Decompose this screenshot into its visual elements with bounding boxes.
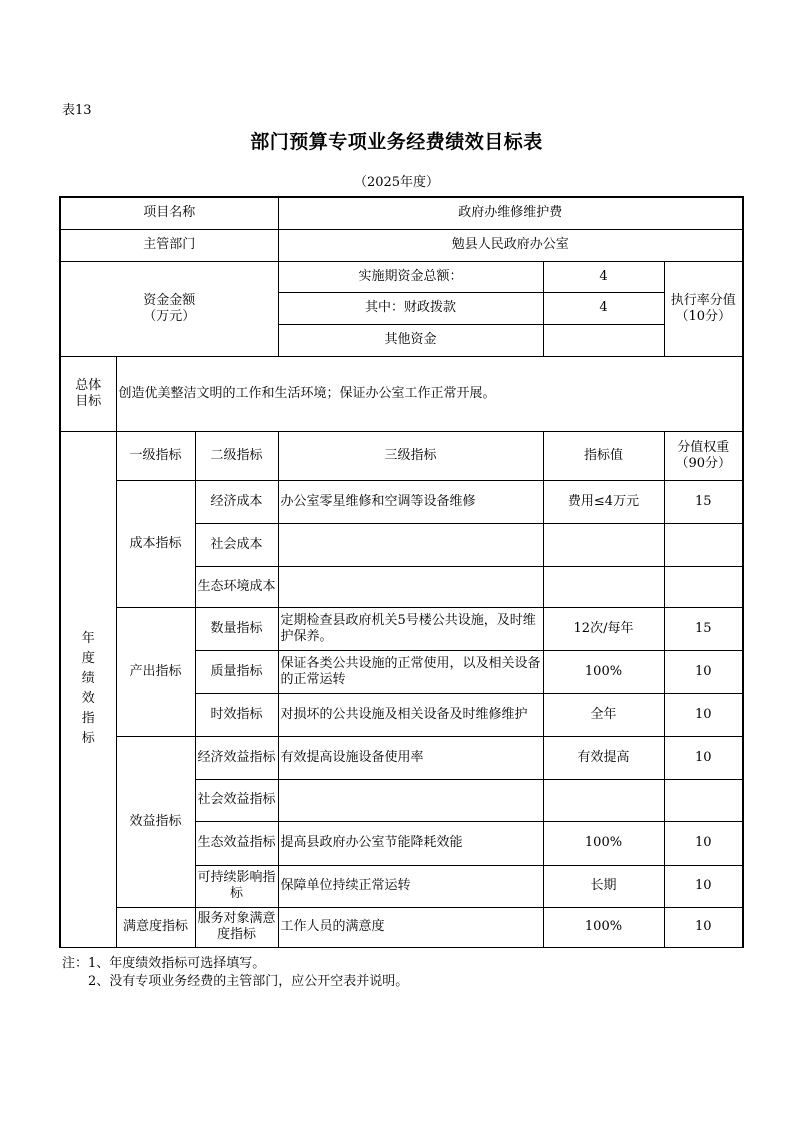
project-name-label: 项目名称 [60, 197, 278, 229]
funds-label [60, 261, 278, 356]
level3-indicator [278, 566, 543, 607]
indicator-value: 100% [543, 907, 664, 947]
overall-goal-label-line2: 目标 [75, 393, 102, 409]
header-weight [664, 431, 743, 480]
indicator-weight: 10 [664, 821, 743, 865]
overall-goal-label [60, 356, 116, 431]
performance-target-table [59, 196, 744, 948]
annual-indicators-label [60, 431, 116, 947]
indicator-value: 全年 [543, 693, 664, 736]
level2-indicator: 生态环境成本 [195, 566, 278, 607]
indicator-weight [664, 566, 743, 607]
department-value: 勉县人民政府办公室 [278, 229, 743, 261]
level2-indicator: 经济成本 [195, 480, 278, 523]
level2-indicator: 经济效益指标 [195, 736, 278, 779]
indicator-value [543, 523, 664, 566]
level1-indicator: 效益指标 [116, 736, 195, 907]
header-level3: 三级指标 [278, 431, 543, 480]
indicator-value: 长期 [543, 865, 664, 907]
level2-indicator: 时效指标 [195, 693, 278, 736]
level3-indicator: 保证各类公共设施的正常使用，以及相关设备的正常运转 [278, 650, 543, 693]
annual-indicators-text: 年度绩效指标 [81, 631, 95, 746]
header-weight-line2: （90分） [675, 455, 732, 471]
level2-indicator: 社会成本 [195, 523, 278, 566]
total-funds-value: 4 [543, 261, 664, 292]
level1-indicator: 满意度指标 [116, 907, 195, 947]
notes [62, 955, 408, 991]
level2-indicator: 生态效益指标 [195, 821, 278, 865]
indicator-weight: 15 [664, 480, 743, 523]
level3-indicator: 保障单位持续正常运转 [278, 865, 543, 907]
indicator-weight [664, 779, 743, 821]
header-weight-line1: 分值权重 [677, 439, 730, 455]
total-funds-label: 实施期资金总额： [278, 261, 543, 292]
level3-indicator: 办公室零星维修和空调等设备维修 [278, 480, 543, 523]
indicator-value: 100% [543, 821, 664, 865]
level3-indicator: 对损坏的公共设施及相关设备及时维修维护 [278, 693, 543, 736]
level2-indicator: 质量指标 [195, 650, 278, 693]
header-level1: 一级指标 [116, 431, 195, 480]
level1-indicator: 产出指标 [116, 607, 195, 736]
indicator-weight: 10 [664, 650, 743, 693]
level3-indicator: 定期检查县政府机关5号楼公共设施，及时维护保养。 [278, 607, 543, 650]
overall-goal-text: 创造优美整洁文明的工作和生活环境；保证办公室工作正常开展。 [116, 356, 743, 431]
level2-indicator: 数量指标 [195, 607, 278, 650]
indicator-value: 12次/每年 [543, 607, 664, 650]
fiscal-funds-value: 4 [543, 292, 664, 324]
indicator-weight: 15 [664, 607, 743, 650]
overall-goal-label-line1: 总体 [75, 377, 102, 393]
table-number: 表13 [62, 103, 92, 118]
header-value: 指标值 [543, 431, 664, 480]
execution-rate-line1: 执行率分值 [670, 292, 736, 308]
execution-rate-line2: （10分） [675, 308, 732, 324]
execution-rate-label [664, 261, 743, 356]
level3-indicator: 有效提高设施设备使用率 [278, 736, 543, 779]
other-funds-label: 其他资金 [278, 324, 543, 356]
other-funds-value [543, 324, 664, 356]
funds-label-line1: 资金金额 [143, 292, 196, 308]
level3-indicator [278, 523, 543, 566]
page-title: 部门预算专项业务经费绩效目标表 [250, 131, 543, 153]
indicator-value [543, 566, 664, 607]
indicator-value: 有效提高 [543, 736, 664, 779]
note-1: 注：1、年度绩效指标可选择填写。 [62, 956, 266, 971]
funds-label-line2: （万元） [143, 308, 196, 324]
level2-indicator: 可持续影响指标 [195, 865, 278, 907]
level2-indicator: 服务对象满意度指标 [195, 907, 278, 947]
level1-indicator: 成本指标 [116, 480, 195, 607]
note-2: 2、没有专项业务经费的主管部门，应公开空表并说明。 [88, 974, 409, 989]
indicator-weight: 10 [664, 907, 743, 947]
indicator-weight: 10 [664, 736, 743, 779]
project-name-value: 政府办维修维护费 [278, 197, 743, 229]
level3-indicator: 提高县政府办公室节能降耗效能 [278, 821, 543, 865]
budget-year: （2025年度） [353, 175, 440, 190]
indicator-weight: 10 [664, 865, 743, 907]
indicator-value [543, 779, 664, 821]
fiscal-funds-label: 其中：财政拨款 [278, 292, 543, 324]
department-label: 主管部门 [60, 229, 278, 261]
indicator-weight [664, 523, 743, 566]
level3-indicator: 工作人员的满意度 [278, 907, 543, 947]
header-level2: 二级指标 [195, 431, 278, 480]
indicator-value: 100% [543, 650, 664, 693]
indicator-value: 费用≤4万元 [543, 480, 664, 523]
level2-indicator: 社会效益指标 [195, 779, 278, 821]
level3-indicator [278, 779, 543, 821]
indicator-weight: 10 [664, 693, 743, 736]
